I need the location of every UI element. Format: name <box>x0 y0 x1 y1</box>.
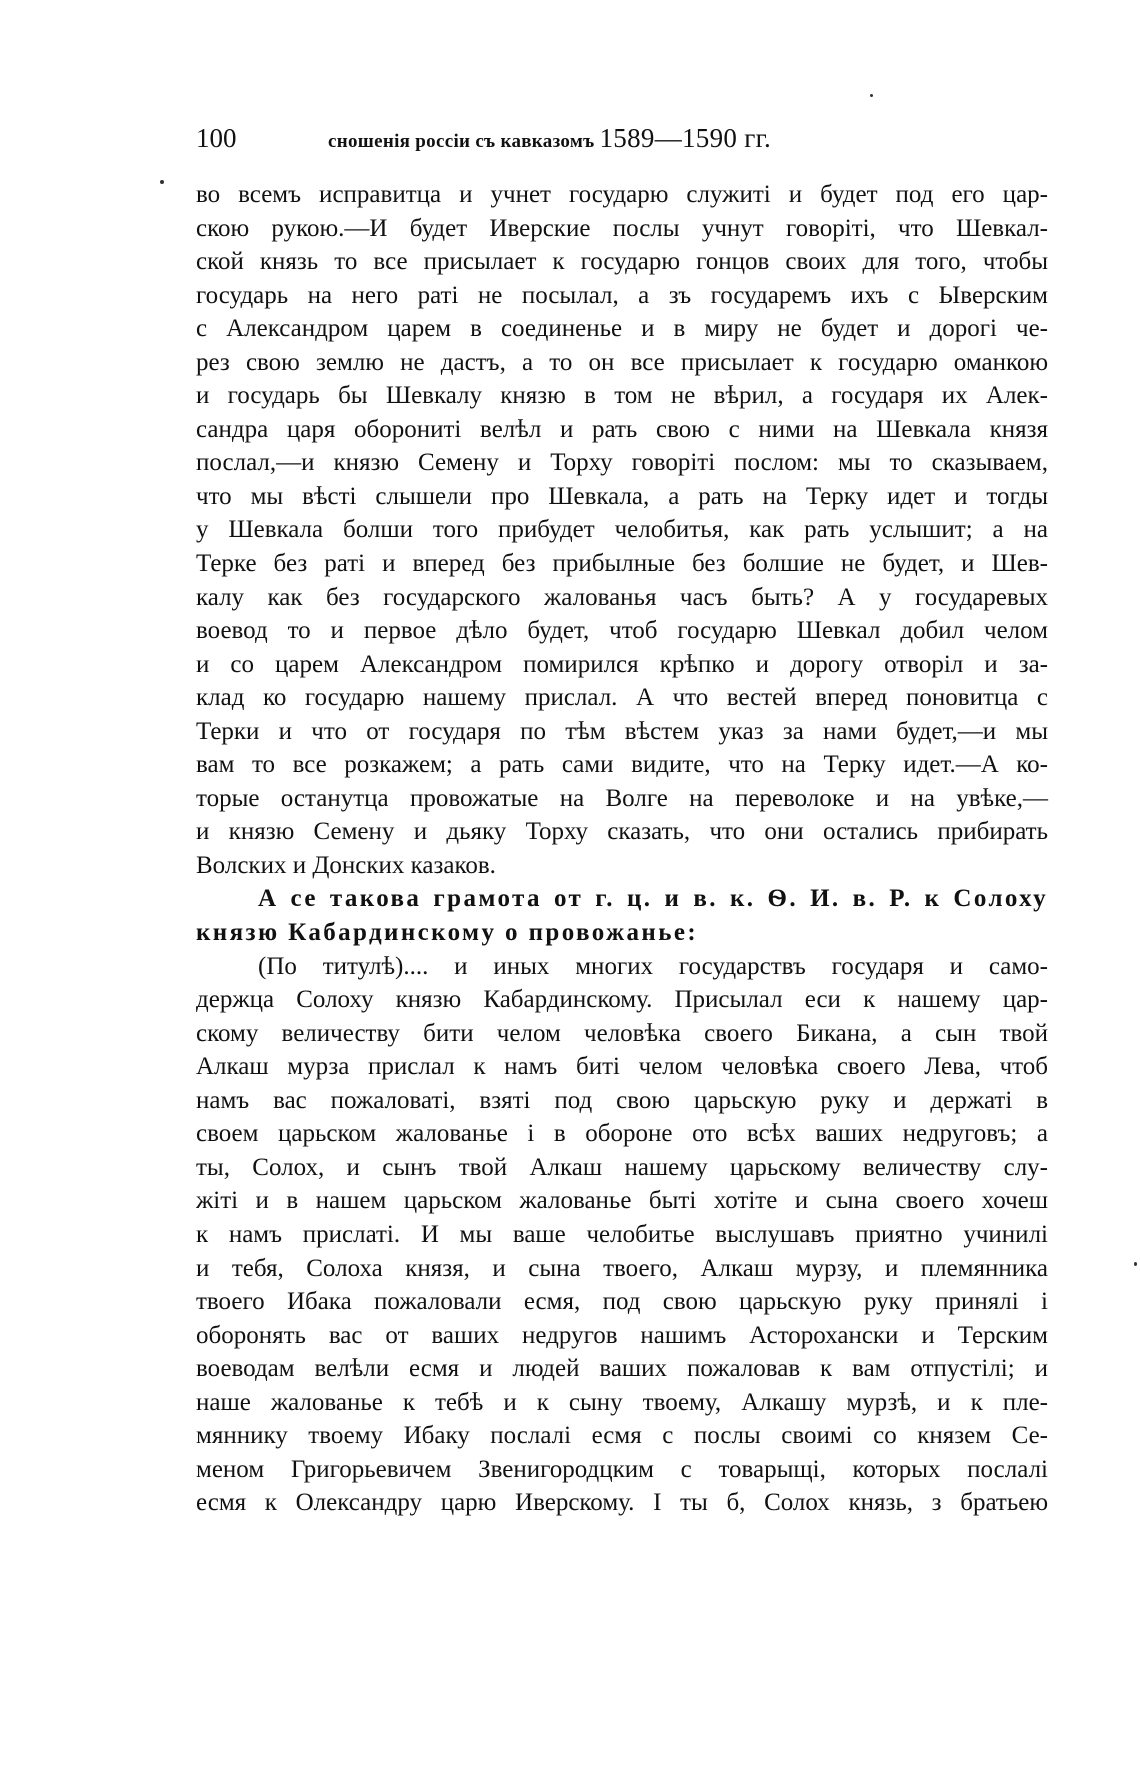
text-line: и князю Семену и дьяку Торху сказать, что они остались прибирать <box>196 818 1048 846</box>
text-line: государь на него раті не посылал, а зъ государемъ ихъ с Ыверским <box>196 281 1048 309</box>
page-number: 100 <box>196 123 237 153</box>
text-line: мяннику твоему Ибаку послалі есмя с послы своимі со князем Се- <box>196 1422 1048 1450</box>
text-line: к намъ прислаті. И мы ваше челобитье выслушавъ приятно учинилі <box>196 1220 1048 1248</box>
text-line: сандра царя оборониті велѣл и рать свою с ними на Шевкала князя <box>196 415 1048 443</box>
text-line: вам то все розкажем; а рать сами видите, что на Терку идет.—А ко- <box>196 751 1048 779</box>
text-line: с Александром царем в соединенье и в миру не будет и дорогі че- <box>196 315 1048 343</box>
heading-line: князю Кабардинскому о провожанье: <box>196 919 699 947</box>
text-line: Терке без раті и вперед без прибылные без болшие не будет, и Шев- <box>196 550 1048 578</box>
running-title-part1: сношенія россіи съ <box>328 131 501 152</box>
text-line: торые останутца провожатые на Волге на переволоке и на увѣке,— <box>196 784 1048 812</box>
scan-speck <box>1134 1262 1137 1266</box>
text-line: своем царьском жалованье і в обороне ото всѣх ваших недруговъ; а <box>196 1120 1048 1148</box>
document-heading <box>196 882 1048 949</box>
text-line: и государь бы Шевкалу князю в том не вѣрил, а государя их Алек- <box>196 382 1048 410</box>
text-line: и со царем Александром помирился крѣпко и дорогу отворіл и за- <box>196 650 1048 678</box>
text-line: меном Григорьевичем Звенигородцким с товарыщі, которых послалі <box>196 1455 1048 1483</box>
text-line: оборонять вас от ваших недругов нашимъ Асторохански и Терским <box>196 1321 1048 1349</box>
text-line: скою рукою.—И будет Иверские послы учнут говоріті, что Шевкал- <box>196 214 1048 242</box>
text-line: рез свою землю не дастъ, а то он все присылает к государю оманкою <box>196 348 1048 376</box>
text-line: (По титулѣ).... и иных многих государствъ государя и само- <box>258 952 1048 980</box>
text-line: калу как без государского жалованья часъ быть? А у государевых <box>196 583 1048 611</box>
text-line: что мы вѣсті слышели про Шевкала, а рать на Терку идет и тогды <box>196 482 1048 510</box>
text-line: Терки и что от государя по тѣм вѣстем указ за нами будет,—и мы <box>196 717 1048 745</box>
text-line: твоего Ибака пожаловали есмя, под свою царьскую руку принялі і <box>196 1288 1048 1316</box>
text-line: ты, Солох, и сынъ твой Алкаш нашему царьскому величеству слу- <box>196 1153 1048 1181</box>
running-title-part2: кавказомъ <box>500 131 600 152</box>
text-line: держца Солоху князю Кабардинскому. Присылал еси к нашему цар- <box>196 986 1048 1014</box>
text-line: ской князь то все присылает к государю гонцов своих для того, чтобы <box>196 248 1048 276</box>
text-line: намъ вас пожаловаті, взяті под свою царьскую руку и держаті в <box>196 1086 1048 1114</box>
running-title <box>328 118 771 162</box>
scan-speck <box>870 94 873 97</box>
text-line: послал,—и князю Семену и Торху говоріті послом: мы то сказываем, <box>196 449 1048 477</box>
text-line: Алкаш мурза прислал к намъ биті челом человѣка своего Лева, чтоб <box>196 1053 1048 1081</box>
running-head <box>196 118 908 158</box>
text-line: у Шевкала болши того прибудет челобитья, как рать услышит; а на <box>196 516 1048 544</box>
text-line: и тебя, Солоха князя, и сына твоего, Алкаш мурзу, и племянника <box>196 1254 1048 1282</box>
text-line: Волских и Донских казаков. <box>196 851 496 879</box>
running-title-years: 1589—1590 гг. <box>599 123 772 153</box>
text-line: наше жалованье к тебѣ и к сыну твоему, Алкашу мурзѣ, и к пле- <box>196 1388 1048 1416</box>
text-line: во всемъ исправитца и учнет государю служиті и будет под его цар- <box>196 181 1048 208</box>
text-line: скому величеству бити челом человѣка своего Бикана, а сын твой <box>196 1019 1048 1047</box>
text-line: есмя к Олександру царю Иверскому. І ты б, Солох князь, з братьею <box>196 1489 1048 1517</box>
scan-speck <box>160 180 164 184</box>
body-text <box>196 178 1048 1520</box>
text-line: жіті и в нашем царьском жалованье быті хотіте и сына своего хочеш <box>196 1187 1048 1215</box>
text-line: клад ко государю нашему прислал. А что вестей вперед поновитца с <box>196 684 1048 712</box>
text-line: воеводам велѣли есмя и людей ваших пожаловав к вам отпустілі; и <box>196 1355 1048 1383</box>
text-line: воевод то и первое дѣло будет, чтоб государю Шевкал добил челом <box>196 617 1048 645</box>
paragraph-charter <box>196 950 1048 1520</box>
paragraph-continuation <box>196 178 1048 882</box>
heading-line: А се такова грамота от г. ц. и в. к. Ѳ. И. в. Р. к Солоху <box>258 885 1048 913</box>
